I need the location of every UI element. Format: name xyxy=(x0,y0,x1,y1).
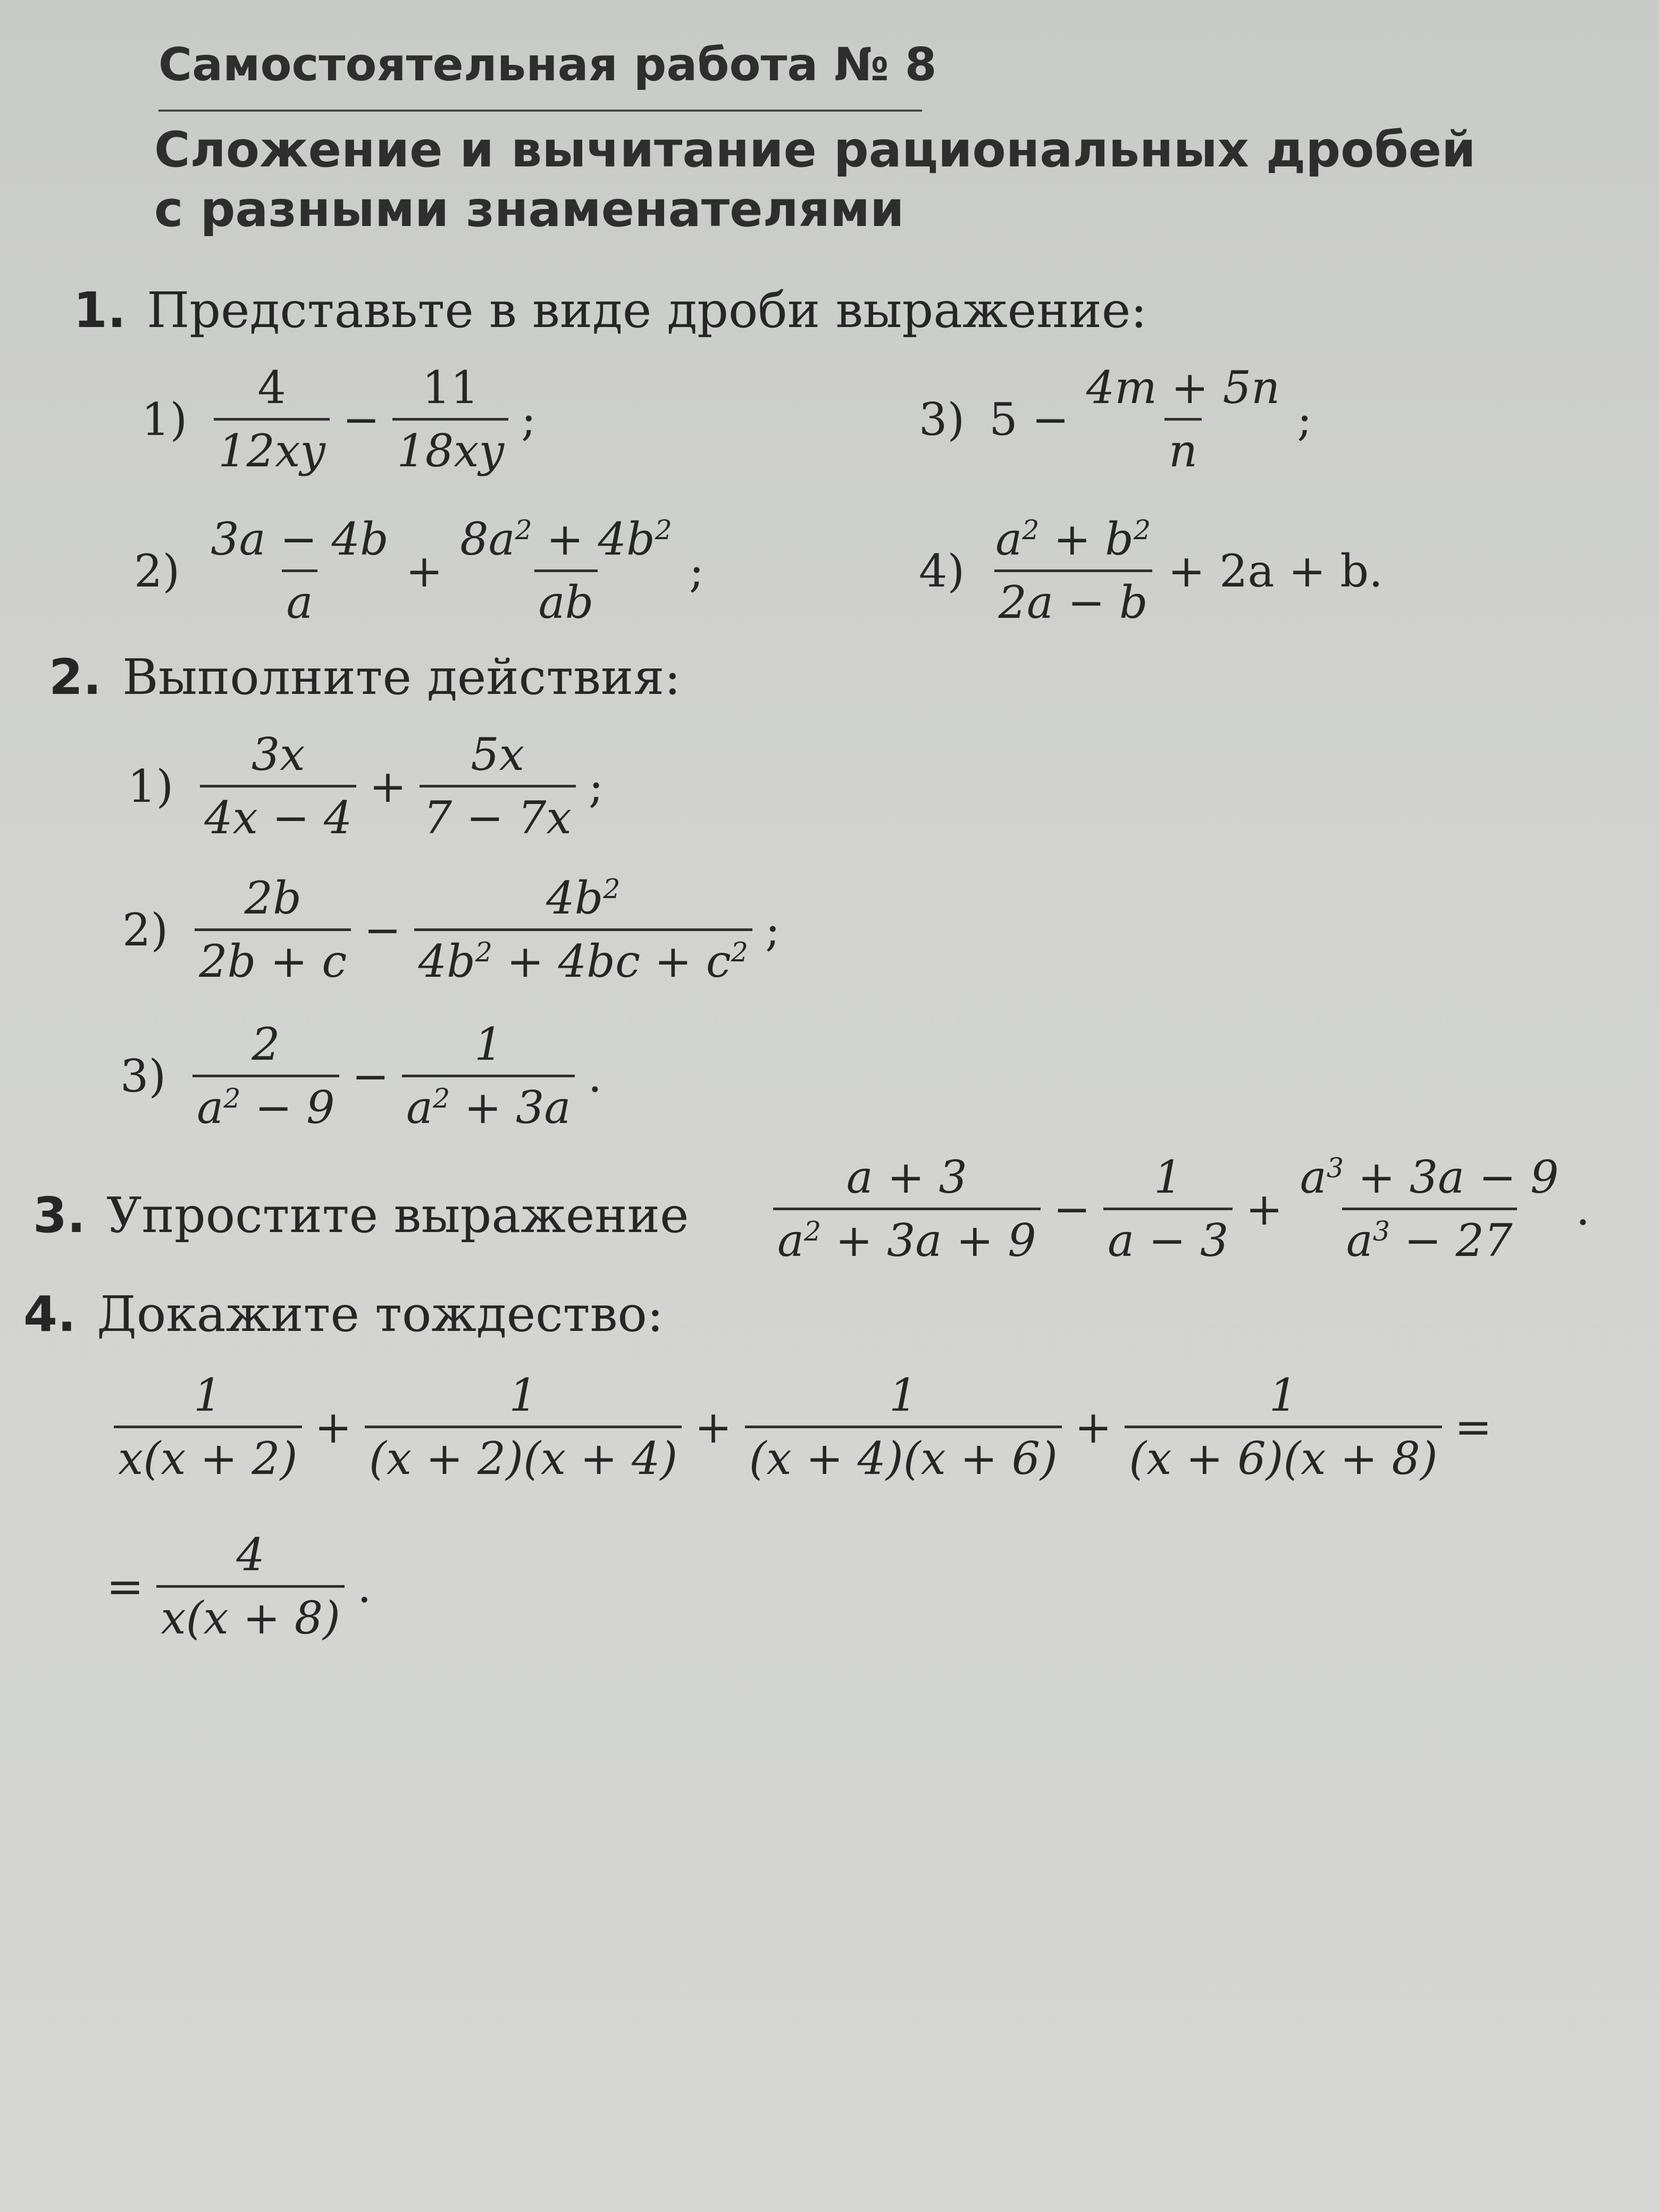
item-label: 2) xyxy=(122,903,169,956)
task-2-item-1 xyxy=(128,728,609,844)
numerator: 4 xyxy=(236,1529,265,1581)
denominator: x(x + 8) xyxy=(156,1585,345,1644)
denominator: $a^3 - 27$ xyxy=(1342,1208,1517,1267)
task-text: Выполните действия: xyxy=(122,649,681,706)
task-number: 3. xyxy=(33,1187,86,1244)
numerator: 11 xyxy=(422,362,479,414)
numerator: 1 xyxy=(509,1369,538,1421)
equals-sign: = xyxy=(106,1560,144,1613)
task-number: 1. xyxy=(73,282,126,339)
task-number: 4. xyxy=(23,1286,76,1343)
operator: − xyxy=(351,1050,389,1102)
operator: + xyxy=(405,544,443,597)
numerator: 3x xyxy=(251,728,305,781)
punctuation: . xyxy=(357,1560,372,1613)
denominator: a xyxy=(282,569,317,629)
fraction xyxy=(1296,1151,1563,1267)
item-label: 1) xyxy=(141,393,188,446)
task-2-item-3 xyxy=(120,1018,607,1134)
denominator: a − 3 xyxy=(1103,1208,1233,1267)
item-label: 2) xyxy=(134,544,180,597)
numerator: 1 xyxy=(1154,1151,1183,1203)
task-4-heading xyxy=(23,1286,664,1343)
denominator: $a^2 - 9$ xyxy=(192,1075,339,1134)
title-underline xyxy=(158,110,922,112)
punctuation: . xyxy=(588,1050,602,1102)
numerator: $a^2 + b^2$ xyxy=(995,513,1151,565)
numerator: 2 xyxy=(252,1018,280,1070)
numerator: $8a^2 + 4b^2$ xyxy=(460,513,672,565)
fraction xyxy=(392,362,508,477)
punctuation: ; xyxy=(1297,393,1312,446)
item-label: 3) xyxy=(919,393,965,446)
numerator: 3a − 4b xyxy=(211,513,389,565)
fraction xyxy=(195,872,351,987)
operator: + xyxy=(1074,1401,1112,1453)
fraction xyxy=(214,362,330,477)
task-3-heading xyxy=(33,1187,689,1244)
fraction xyxy=(156,1529,345,1644)
operator: + xyxy=(1245,1183,1283,1235)
numerator: a + 3 xyxy=(846,1151,967,1203)
numerator: $a^3 + 3a - 9$ xyxy=(1300,1151,1559,1203)
fraction xyxy=(420,728,576,844)
denominator: 4x − 4 xyxy=(200,785,356,844)
fraction xyxy=(773,1151,1041,1267)
fraction xyxy=(114,1369,302,1485)
numerator: 4m + 5n xyxy=(1086,362,1280,414)
denominator: 18xy xyxy=(392,418,508,477)
denominator: $a^2 + 3a + 9$ xyxy=(773,1208,1041,1267)
fraction xyxy=(414,872,752,987)
denominator: ab xyxy=(534,569,598,629)
work-title: Самостоятельная работа № 8 xyxy=(158,38,937,91)
denominator: n xyxy=(1164,418,1202,477)
numerator: 2b xyxy=(244,872,301,924)
topic-title-line-2: с разными знаменателями xyxy=(154,181,904,238)
task-1-heading xyxy=(73,282,1147,339)
numerator: 1 xyxy=(1269,1369,1298,1421)
operator: + xyxy=(694,1401,732,1453)
denominator: (x + 4)(x + 6) xyxy=(745,1426,1062,1485)
task-1-item-2 xyxy=(134,513,709,629)
task-2-heading xyxy=(49,649,681,706)
task-4-identity-line-2 xyxy=(101,1529,377,1644)
fraction xyxy=(365,1369,682,1485)
fraction xyxy=(745,1369,1062,1485)
punctuation: ; xyxy=(521,393,537,446)
equals-sign: = xyxy=(1454,1401,1492,1453)
item-label: 1) xyxy=(128,760,174,812)
task-text: Докажите тождество: xyxy=(97,1286,664,1343)
denominator: (x + 2)(x + 4) xyxy=(365,1426,682,1485)
numerator: 1 xyxy=(194,1369,222,1421)
lead-term: 5 − xyxy=(989,393,1069,446)
operator: − xyxy=(1053,1183,1091,1235)
punctuation: ; xyxy=(588,760,604,812)
task-1-item-3 xyxy=(919,362,1318,477)
fraction xyxy=(1082,362,1284,477)
numerator: $4b^2$ xyxy=(546,872,621,924)
fraction xyxy=(402,1018,575,1134)
task-number: 2. xyxy=(49,649,102,706)
item-label: 4) xyxy=(919,544,965,597)
task-2-item-2 xyxy=(122,872,785,987)
operator: + xyxy=(369,760,407,812)
topic-title-line-1: Сложение и вычитание рациональных дробей xyxy=(154,121,1476,178)
operator: + xyxy=(314,1401,352,1453)
numerator: 1 xyxy=(889,1369,918,1421)
punctuation: ; xyxy=(765,903,781,956)
fraction xyxy=(192,1018,339,1134)
operator: − xyxy=(342,393,380,446)
item-label: 3) xyxy=(120,1050,166,1102)
operator: − xyxy=(364,903,401,956)
fraction xyxy=(991,513,1155,629)
fraction xyxy=(1125,1369,1442,1485)
task-3-expression xyxy=(766,1151,1595,1267)
punctuation: ; xyxy=(689,544,705,597)
denominator: 2a − b xyxy=(994,569,1152,629)
fraction xyxy=(1103,1151,1233,1267)
task-1-item-4 xyxy=(919,513,1388,629)
fraction xyxy=(206,513,393,629)
tail-terms: + 2a + b. xyxy=(1168,544,1383,597)
fraction xyxy=(200,728,356,844)
task-1-item-1 xyxy=(141,362,541,477)
task-text: Представьте в виде дроби выражение: xyxy=(147,282,1147,339)
punctuation: . xyxy=(1576,1183,1590,1235)
numerator: 5x xyxy=(471,728,525,781)
denominator: (x + 6)(x + 8) xyxy=(1125,1426,1442,1485)
task-4-identity-line-1 xyxy=(106,1369,1497,1485)
denominator: 12xy xyxy=(214,418,330,477)
task-text: Упростите выражение xyxy=(106,1187,689,1244)
denominator: $4b^2 + 4bc + c^2$ xyxy=(414,928,752,987)
numerator: 4 xyxy=(257,362,286,414)
denominator: x(x + 2) xyxy=(114,1426,302,1485)
numerator: 1 xyxy=(474,1018,503,1070)
denominator: 2b + c xyxy=(195,928,351,987)
fraction xyxy=(456,513,676,629)
denominator: 7 − 7x xyxy=(420,785,576,844)
denominator: $a^2 + 3a$ xyxy=(402,1075,575,1134)
